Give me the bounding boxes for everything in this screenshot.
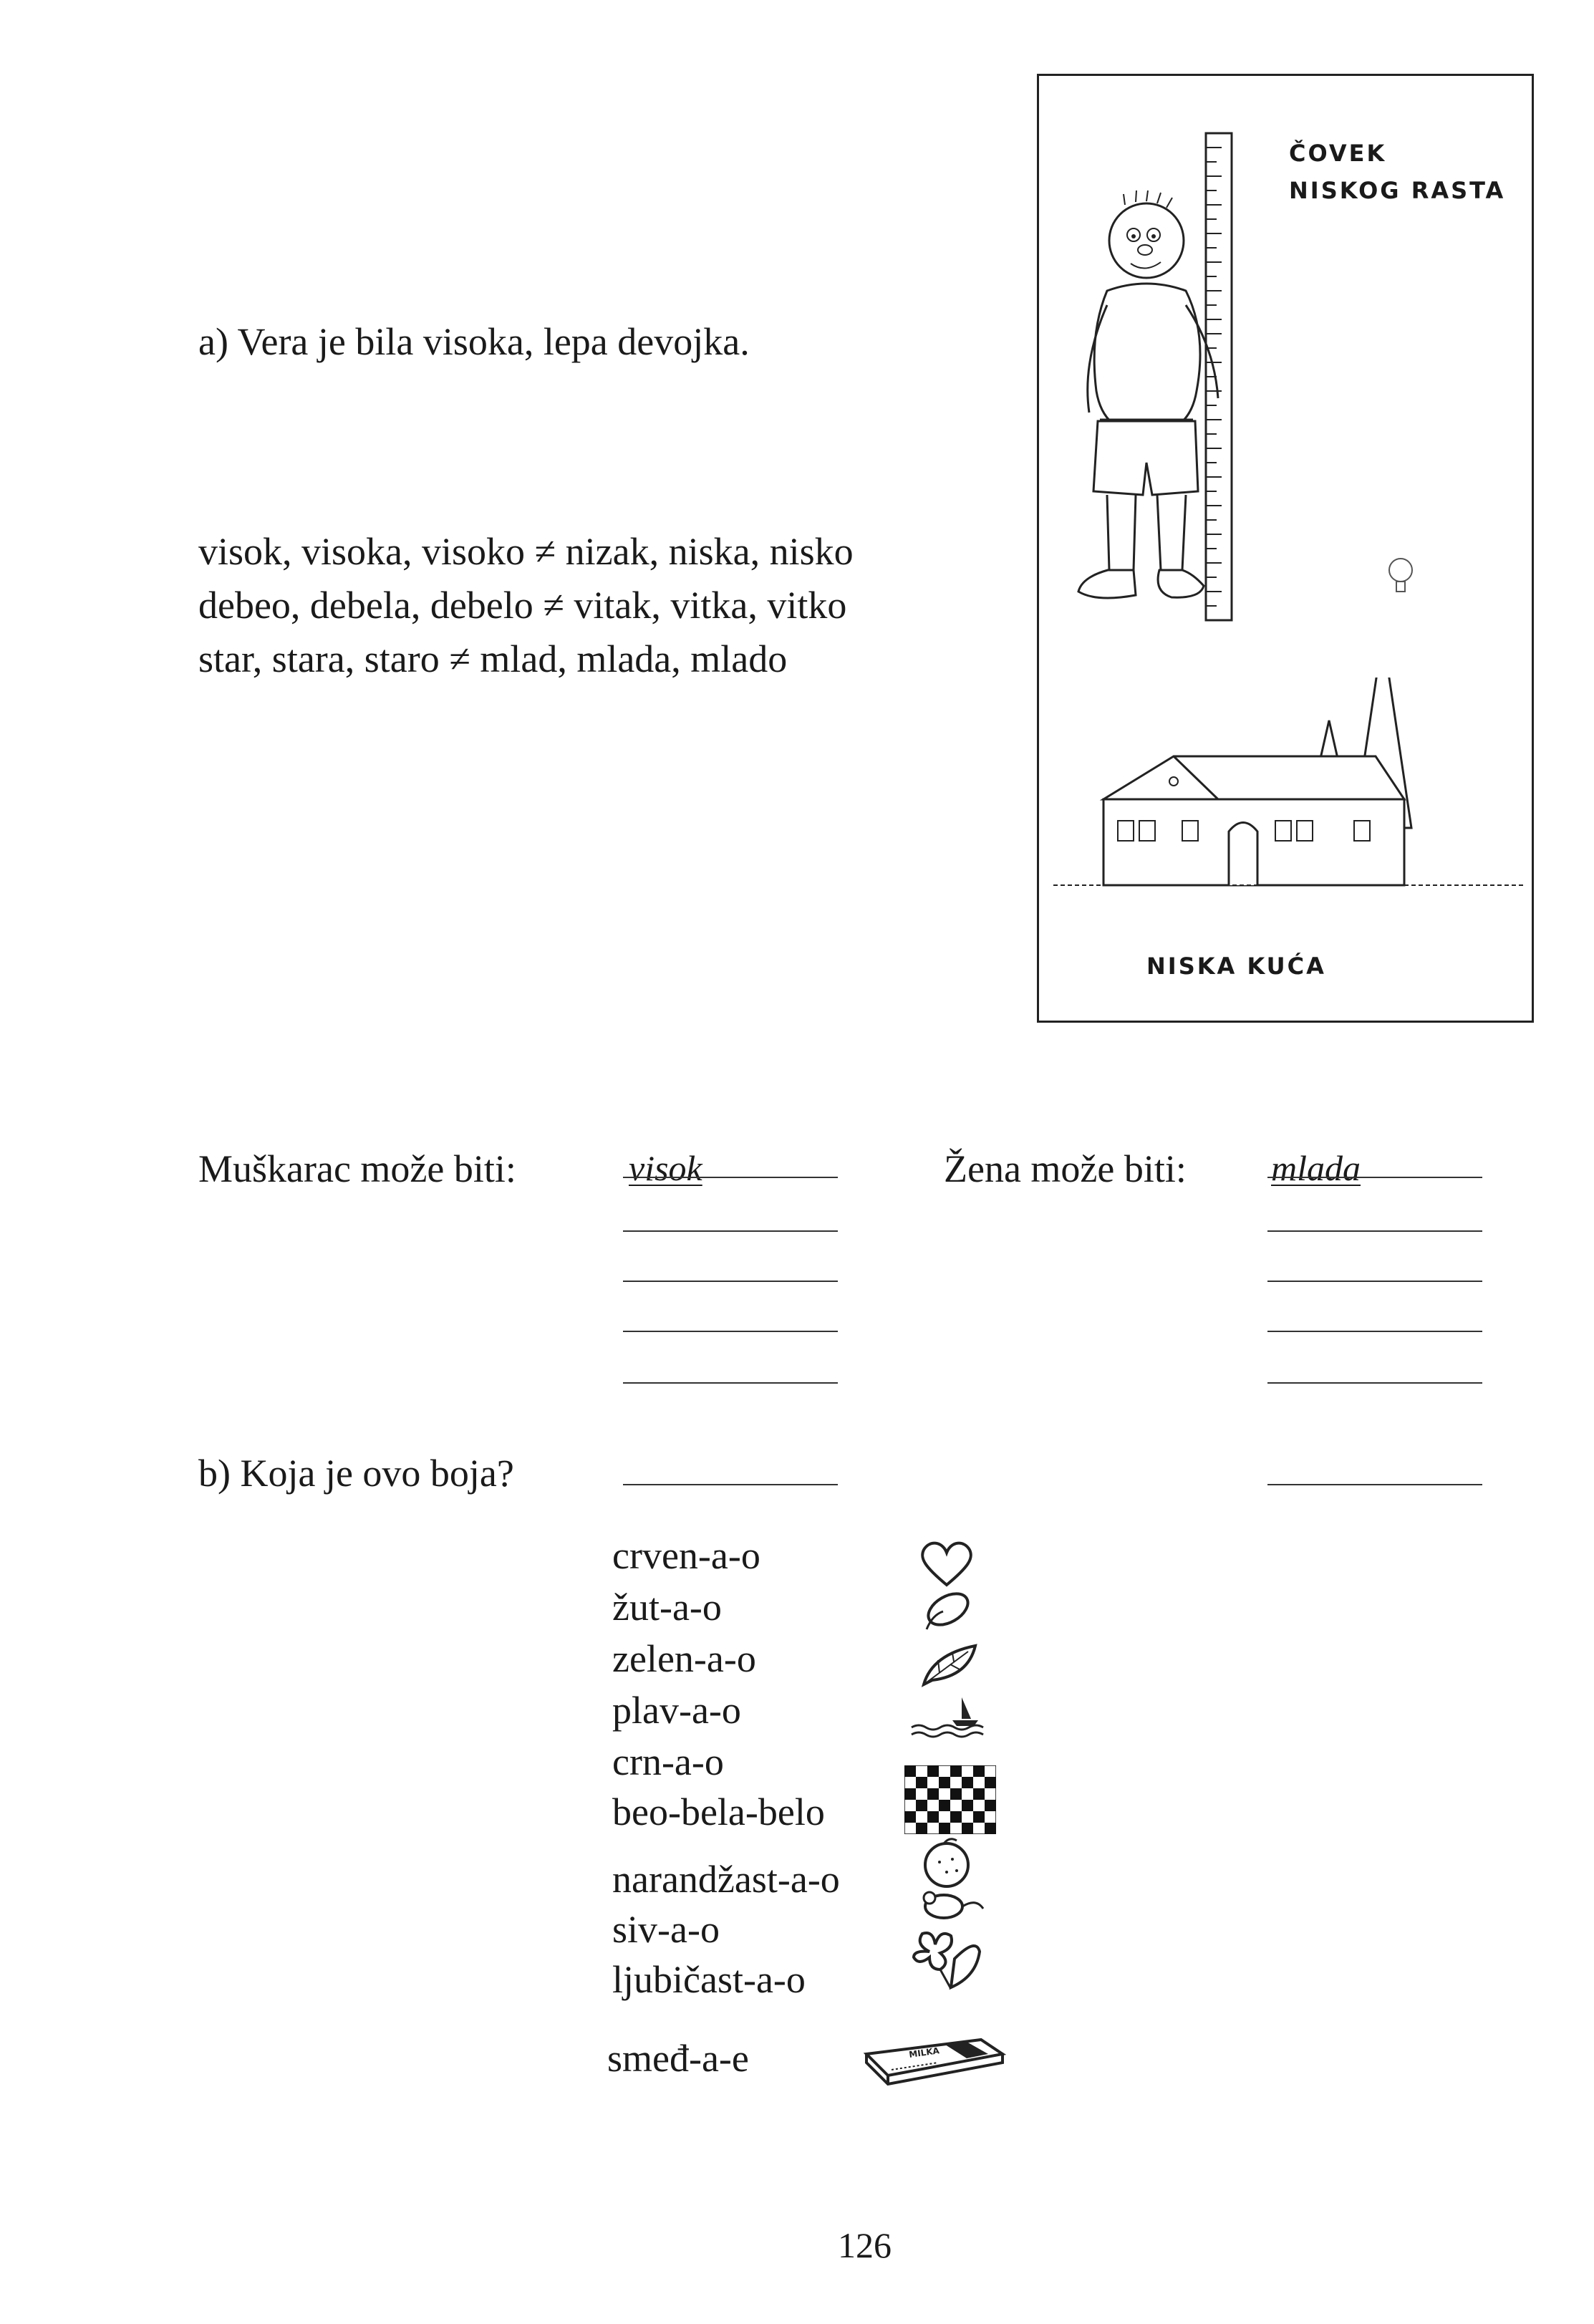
checker-square — [973, 1800, 985, 1811]
checker-square — [950, 1823, 962, 1834]
color-green: zelen-a-o — [612, 1637, 756, 1680]
checker-square — [973, 1765, 985, 1777]
checkerboard-icon — [904, 1765, 996, 1834]
checker-square — [927, 1777, 939, 1788]
checker-square — [985, 1811, 996, 1823]
color-question: b) Koja je ovo boja? — [198, 1452, 514, 1495]
checker-square — [916, 1788, 927, 1800]
checker-square — [950, 1811, 962, 1823]
man-answer-line-3[interactable] — [623, 1281, 838, 1282]
man-answer-line-4[interactable] — [623, 1331, 838, 1332]
woman-answer-line-2[interactable] — [1267, 1230, 1482, 1232]
checker-square — [962, 1788, 973, 1800]
checker-square — [962, 1811, 973, 1823]
checker-square — [927, 1765, 939, 1777]
color-red: crven-a-o — [612, 1534, 760, 1577]
checker-square — [916, 1777, 927, 1788]
checker-square — [985, 1823, 996, 1834]
checker-square — [973, 1811, 985, 1823]
checker-square — [962, 1823, 973, 1834]
checker-square — [927, 1811, 939, 1823]
checker-square — [962, 1800, 973, 1811]
checker-square — [939, 1777, 950, 1788]
man-caption-line-2: NISKOG RASTA — [1289, 177, 1506, 204]
lemon-icon — [918, 1586, 975, 1636]
checker-square — [973, 1788, 985, 1800]
checker-square — [950, 1765, 962, 1777]
checker-square — [939, 1788, 950, 1800]
checker-square — [939, 1811, 950, 1823]
violet-flower-icon — [908, 1923, 987, 1995]
checker-square — [927, 1800, 939, 1811]
checker-square — [904, 1788, 916, 1800]
checker-square — [904, 1811, 916, 1823]
checker-square — [904, 1765, 916, 1777]
woman-prompt: Žena može biti: — [944, 1147, 1187, 1190]
chocolate-wrapper-text: MILKA — [908, 2045, 940, 2060]
color-answer-line-1[interactable] — [623, 1484, 838, 1485]
checker-square — [973, 1823, 985, 1834]
page-number: 126 — [838, 2225, 892, 2265]
adjective-pair-old-young: star, stara, staro ≠ mlad, mlada, mlado — [198, 637, 788, 680]
color-white: beo-bela-belo — [612, 1790, 825, 1833]
example-sentence: a) Vera je bila visoka, lepa devojka. — [198, 320, 750, 363]
house-caption: NISKA KUĆA — [1146, 953, 1326, 980]
color-orange: narandžast-a-o — [612, 1858, 840, 1901]
color-purple: ljubičast-a-o — [612, 1958, 806, 2001]
color-blue: plav-a-o — [612, 1689, 741, 1732]
checker-square — [950, 1800, 962, 1811]
man-prompt: Muškarac može biti: — [198, 1147, 516, 1190]
color-brown: smeđ-a-e — [607, 2037, 749, 2080]
checker-square — [939, 1765, 950, 1777]
checker-square — [904, 1800, 916, 1811]
checker-square — [973, 1777, 985, 1788]
woman-answer-line-3[interactable] — [1267, 1281, 1482, 1282]
man-answer-line-5[interactable] — [623, 1382, 838, 1384]
illustration-frame — [1037, 74, 1534, 1023]
woman-answer-1[interactable]: mlada — [1271, 1148, 1361, 1188]
heart-icon — [918, 1538, 975, 1588]
checker-square — [939, 1823, 950, 1834]
checker-square — [927, 1823, 939, 1834]
adjective-pair-tall-short: visok, visoka, visoko ≠ nizak, niska, nisko — [198, 530, 854, 573]
color-answer-line-2[interactable] — [1267, 1484, 1482, 1485]
checker-square — [962, 1777, 973, 1788]
chocolate-bar-icon — [859, 2033, 1010, 2090]
checker-square — [985, 1765, 996, 1777]
checker-square — [904, 1777, 916, 1788]
checker-square — [916, 1765, 927, 1777]
color-yellow: žut-a-o — [612, 1586, 722, 1629]
sea-sailboat-icon — [908, 1690, 987, 1740]
woman-answer-line-4[interactable] — [1267, 1331, 1482, 1332]
checker-square — [950, 1777, 962, 1788]
color-black: crn-a-o — [612, 1740, 724, 1783]
leaf-icon — [918, 1640, 982, 1690]
checker-square — [927, 1788, 939, 1800]
checker-square — [916, 1823, 927, 1834]
checker-square — [904, 1823, 916, 1834]
man-caption-line-1: ČOVEK — [1289, 140, 1387, 167]
orange-icon — [918, 1833, 975, 1891]
checker-square — [962, 1765, 973, 1777]
checker-square — [939, 1800, 950, 1811]
man-answer-line-1[interactable] — [623, 1177, 838, 1178]
color-gray: siv-a-o — [612, 1908, 720, 1951]
checker-square — [985, 1788, 996, 1800]
checker-square — [950, 1788, 962, 1800]
woman-answer-line-1[interactable] — [1267, 1177, 1482, 1178]
man-answer-line-2[interactable] — [623, 1230, 838, 1232]
woman-answer-line-5[interactable] — [1267, 1382, 1482, 1384]
checker-square — [916, 1811, 927, 1823]
checker-square — [985, 1777, 996, 1788]
mouse-icon — [915, 1884, 987, 1927]
man-answer-1[interactable]: visok — [629, 1148, 702, 1188]
short-man-body — [1039, 76, 1536, 649]
checker-square — [985, 1800, 996, 1811]
adjective-pair-fat-thin: debeo, debela, debelo ≠ vitak, vitka, vitko — [198, 584, 847, 627]
checker-square — [916, 1800, 927, 1811]
